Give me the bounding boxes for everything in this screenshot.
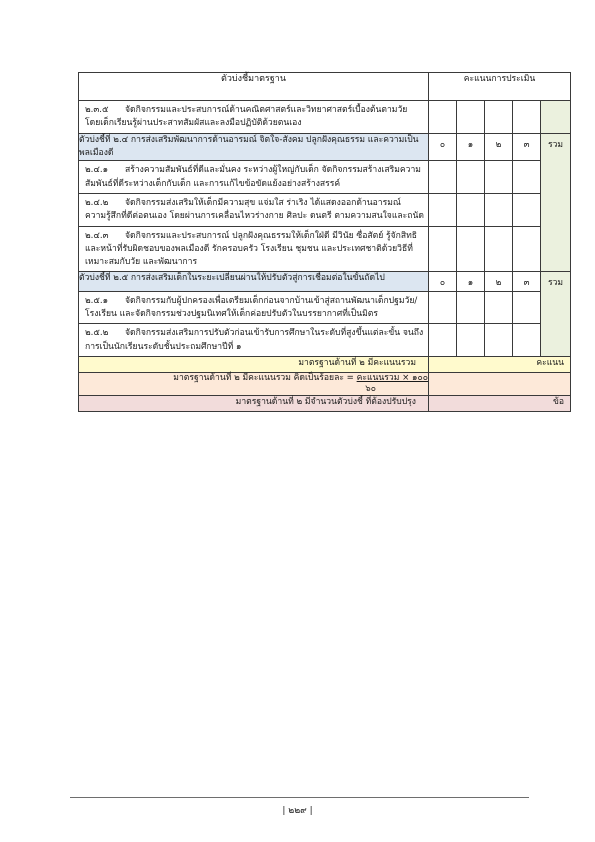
item-code: ๒.๔.๒ — [85, 197, 109, 208]
item-code: ๒.๕.๑ — [85, 295, 109, 306]
score-3: ๓ — [513, 133, 541, 161]
table-header-row — [79, 73, 571, 101]
score-0: ๐ — [429, 272, 457, 291]
score-1: ๑ — [457, 133, 485, 161]
score-2: ๒ — [485, 272, 513, 291]
table-row — [79, 193, 571, 226]
table-row — [79, 324, 571, 357]
percent-numerator: คะแนนรวม × ๑๐๐ — [356, 373, 428, 383]
score-0: ๐ — [429, 133, 457, 161]
table-row — [79, 161, 571, 194]
percent-label: มาตรฐานด้านที่ ๒ มีคะแนนรวม คิดเป็นร้อยละ = — [173, 373, 357, 383]
score-2: ๒ — [485, 133, 513, 161]
item-code: ๒.๔.๓ — [85, 230, 109, 241]
total-cell: รวม — [541, 133, 571, 272]
summary-percent-row — [79, 373, 571, 396]
header-score: คะแนนการประเมิน — [429, 73, 571, 101]
table-row — [79, 226, 571, 272]
item-text: จัดกิจกรรมและประสบการณ์ ปลูกฝังคุณธรรมให้เด็กใฝ่ดี มีวินัย ซื่อสัตย์ รู้จักสิทธิและหน้าที่รับผิดชอบของพลเมืองดี รักครอบครัว โรงเรียน ชุมชน และประเทศชาติด้วยวิธีที่เหมาะสมกับวัย และพัฒนาการ — [85, 230, 417, 268]
indicator-text: ตัวบ่งชี้ที่ ๒.๔ การส่งเสริมพัฒนาการด้านอารมณ์ จิตใจ-สังคม ปลูกฝังคุณธรรม และความเป็นพลเมืองดี — [79, 134, 419, 158]
item-text: จัดกิจกรรมและประสบการณ์ด้านคณิตศาสตร์และวิทยาศาสตร์เบื้องต้นตามวัย โดยเด็กเรียนรู้ผ่านประสาทสัมผัสและลงมือปฏิบัติด้วยตนเอง — [85, 105, 408, 129]
summary-percent-formula — [79, 373, 429, 396]
score-1: ๑ — [457, 272, 485, 291]
indicator-row — [79, 272, 571, 291]
summary-improve-unit: ข้อ — [429, 396, 571, 412]
footer-rule — [70, 797, 529, 798]
header-criteria: ตัวบ่งชี้มาตรฐาน — [79, 73, 429, 101]
indicator-text: ตัวบ่งชี้ที่ ๒.๕ การส่งเสริมเด็กในระยะเปลี่ยนผ่านให้ปรับตัวสู่การเชื่อมต่อในขั้นถัดไป — [79, 273, 385, 284]
table-row — [79, 291, 571, 324]
page-number: | ๒๒๙ | — [282, 806, 313, 816]
item-text: จัดกิจกรรมส่งเสริมให้เด็กมีความสุข แจ่มใส ร่าเริง ได้แสดงออกด้านอารมณ์ ความรู้สึกที่ดีต่อตนเอง โดยผ่านการเคลื่อนไหวร่างกาย ศิลปะ ดนตรี ตามความสนใจและถนัด — [85, 197, 424, 222]
total-cell: รวม — [541, 272, 571, 357]
item-code: ๒.๕.๒ — [85, 328, 109, 339]
item-text: สร้างความสัมพันธ์ที่ดีและมั่นคง ระหว่างผู้ใหญ่กับเด็ก จัดกิจกรรมสร้างเสริมความสัมพันธ์ที่ดีระหว่างเด็กกับเด็ก และการแก้ไขข้อขัดแย้งอย่างสร้างสรรค์ — [85, 165, 421, 189]
summary-total-label: มาตรฐานด้านที่ ๒ มีคะแนนรวม — [79, 357, 429, 373]
summary-improve-label: มาตรฐานด้านที่ ๒ มีจำนวนตัวบ่งชี้ ที่ต้องปรับปรุง — [79, 396, 429, 412]
summary-total-row — [79, 357, 571, 373]
table-row — [79, 101, 571, 134]
indicator-row — [79, 133, 571, 161]
summary-improve-row — [79, 396, 571, 412]
item-text: จัดกิจกรรมส่งเสริมการปรับตัวก่อนเข้ารับการศึกษาในระดับที่สูงขึ้นแต่ละขั้น จนถึงการเป็นนักเรียนระดับชั้นประถมศึกษาปีที่ ๑ — [85, 328, 424, 352]
summary-percent-value — [429, 373, 571, 396]
score-3: ๓ — [513, 272, 541, 291]
item-code: ๒.๔.๑ — [85, 165, 109, 176]
summary-total-unit: คะแนน — [429, 357, 571, 373]
evaluation-table — [78, 72, 571, 412]
item-code: ๒.๓.๕ — [85, 105, 109, 115]
item-text: จัดกิจกรรมกับผู้ปกครองเพื่อเตรียมเด็กก่อนจากบ้านเข้าสู่สถานพัฒนาเด็กปฐมวัย/โรงเรียน และจัดกิจกรรมช่วงปฐมนิเทศให้เด็กค่อยปรับตัวในบรรยากาศที่เป็นมิตร — [85, 295, 418, 320]
percent-denominator: ๖๐ — [365, 384, 376, 395]
